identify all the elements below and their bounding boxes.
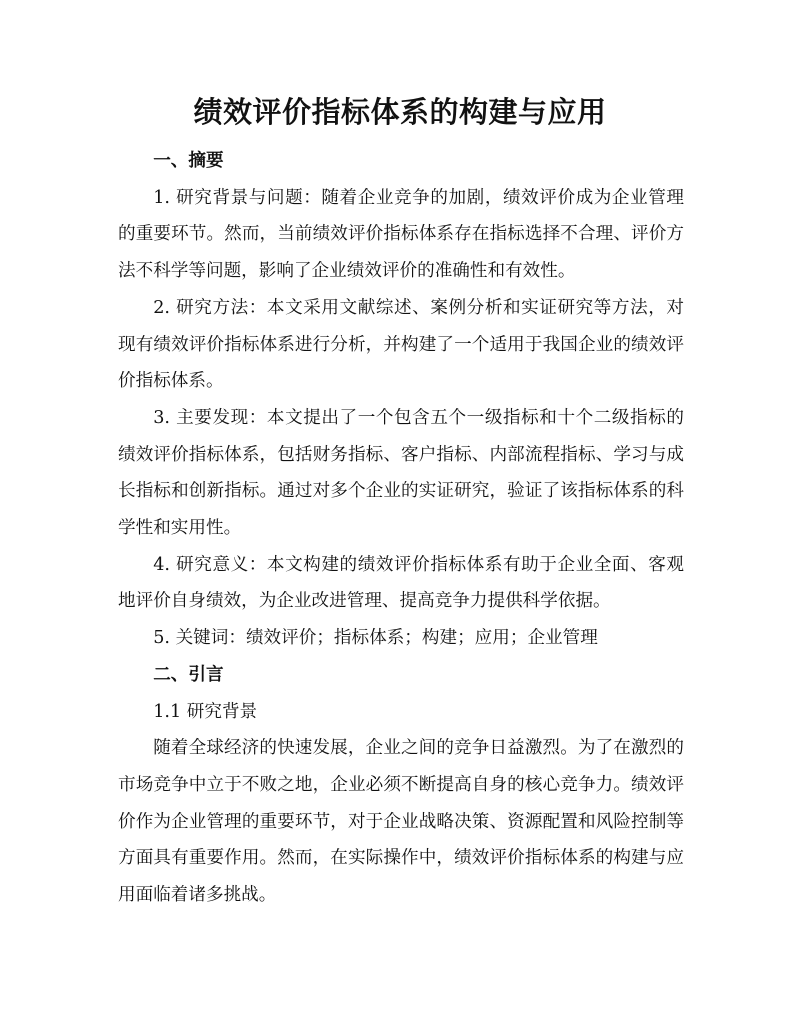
section-heading-introduction: 二、引言 bbox=[153, 664, 224, 685]
abstract-item-findings: 3. 主要发现：本文提出了一个包含五个一级指标和十个二级指标的绩效评价指标体系，包括财务指标、客户指标、内部流程指标、学习与成长指标和创新指标。通过对多个企业的实证研究，验证了该指标体系的科学性和实用性。 bbox=[118, 407, 684, 539]
section-heading-abstract: 一、摘要 bbox=[153, 151, 224, 171]
subsection-heading-background: 1.1 研究背景 bbox=[153, 701, 258, 722]
document-title: 绩效评价指标体系的构建与应用 bbox=[193, 95, 607, 129]
abstract-item-significance: 4. 研究意义：本文构建的绩效评价指标体系有助于企业全面、客观地评价自身绩效，为企业改进管理、提高竞争力提供科学依据。 bbox=[118, 554, 684, 612]
introduction-paragraph: 随着全球经济的快速发展，企业之间的竞争日益激烈。为了在激烈的市场竞争中立于不败之地，企业必须不断提高自身的核心竞争力。绩效评价作为企业管理的重要环节，对于企业战略决策、资源配置和风险控制等方面具有重要作用。然而，在实际操作中，绩效评价指标体系的构建与应用面临着诸多挑战。 bbox=[118, 738, 684, 906]
document-body bbox=[118, 143, 684, 914]
abstract-item-methods: 2. 研究方法：本文采用文献综述、案例分析和实证研究等方法，对现有绩效评价指标体系进行分析，并构建了一个适用于我国企业的绩效评价指标体系。 bbox=[118, 297, 684, 392]
abstract-item-keywords: 5. 关键词：绩效评价；指标体系；构建；应用；企业管理 bbox=[153, 628, 598, 649]
abstract-item-background: 1. 研究背景与问题：随着企业竞争的加剧，绩效评价成为企业管理的重要环节。然而，当前绩效评价指标体系存在指标选择不合理、评价方法不科学等问题，影响了企业绩效评价的准确性和有效性。 bbox=[118, 187, 684, 282]
